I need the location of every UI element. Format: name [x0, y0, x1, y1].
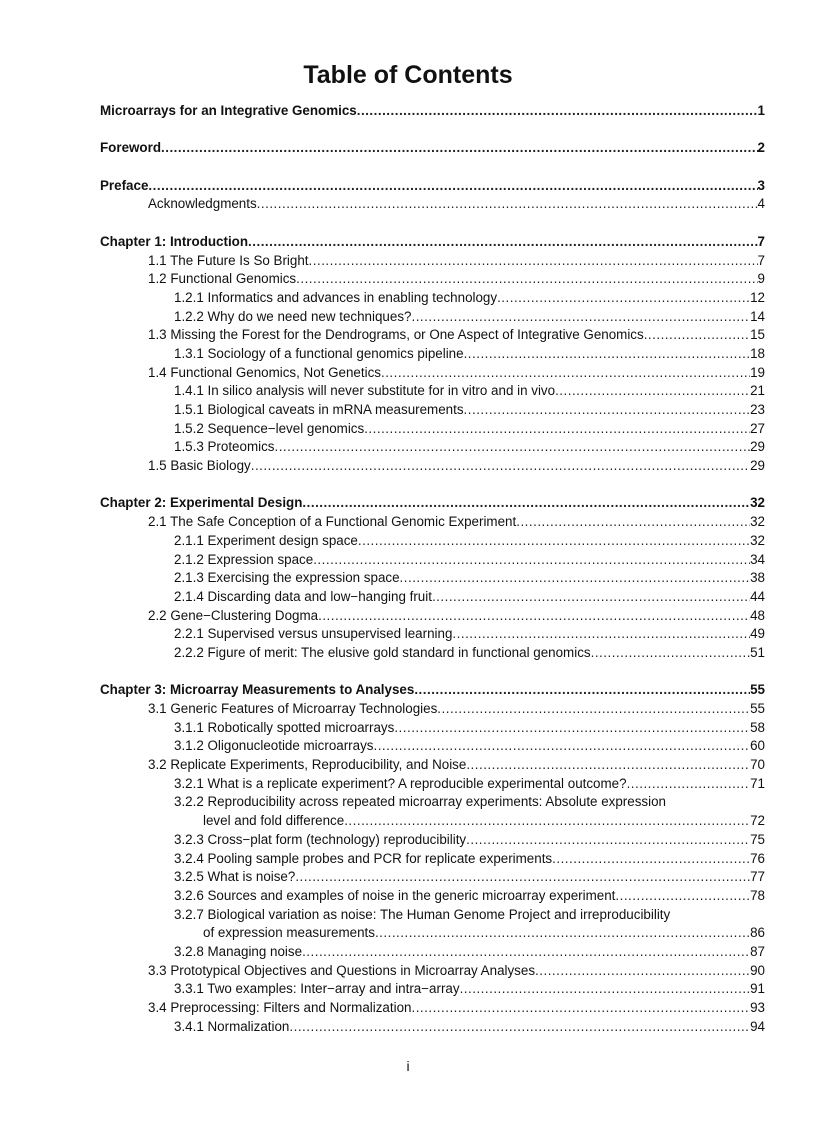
- toc-entry[interactable]: [100, 756, 765, 775]
- toc-entry-title: of expression measurements: [203, 925, 375, 941]
- toc-entry-page: 9: [757, 271, 765, 287]
- toc-entry[interactable]: [100, 681, 765, 700]
- toc-entry-title: 1.3 Missing the Forest for the Dendrograms, or One Aspect of Integrative Genomics: [148, 327, 644, 343]
- toc-entry-title: 3.2.1 What is a replicate experiment? A reproducible experimental outcome?: [174, 775, 627, 791]
- toc-entry-title: 3.1.2 Oligonucleotide microarrays: [174, 738, 374, 754]
- toc-entry[interactable]: [100, 588, 765, 607]
- toc-entry[interactable]: [100, 177, 765, 196]
- toc-entry[interactable]: [100, 625, 765, 644]
- toc-entry-page: 49: [750, 626, 765, 642]
- toc-entry-title-line: 3.2.7 Biological variation as noise: The Human Genome Project and irreproducibility: [174, 906, 671, 922]
- toc-entry-title: Microarrays for an Integrative Genomics: [100, 103, 357, 118]
- toc-entry-page: 27: [750, 420, 765, 436]
- toc-entry-page: 90: [750, 962, 765, 978]
- toc-entry[interactable]: [100, 831, 765, 850]
- toc-entry-page: 14: [750, 308, 765, 324]
- toc-entry-title: 1.3.1 Sociology of a functional genomics pipeline: [174, 345, 464, 361]
- toc-entry[interactable]: [100, 962, 765, 981]
- toc-entry-title: 1.5.3 Proteomics: [174, 439, 275, 455]
- toc-entry-page: 86: [750, 925, 765, 941]
- toc-entry[interactable]: [100, 980, 765, 999]
- toc-entry-page: 76: [750, 850, 765, 866]
- toc-entry-page: 4: [757, 196, 765, 212]
- toc-entry-page: 7: [757, 252, 765, 268]
- page-title: Table of Contents: [303, 61, 513, 89]
- toc-entry-title: 2.1.3 Exercising the expression space: [174, 570, 400, 586]
- toc-entry-page: 77: [750, 869, 765, 885]
- toc-entry-title: Chapter 3: Microarray Measurements to Analyses: [100, 682, 415, 698]
- toc-entry[interactable]: [100, 102, 765, 121]
- toc-entry-page: 75: [750, 831, 765, 847]
- toc-entry-title: 3.4.1 Normalization: [174, 1018, 290, 1034]
- toc-entry-page: 55: [750, 682, 765, 698]
- toc-entry-page: 60: [750, 738, 765, 754]
- toc-entry-page: 71: [750, 775, 765, 791]
- toc-entry[interactable]: [100, 775, 765, 794]
- toc-entry[interactable]: [100, 289, 765, 308]
- toc-entry-page: 32: [750, 532, 765, 548]
- toc-entry[interactable]: [100, 943, 765, 962]
- toc-entry-page: 93: [750, 1000, 765, 1015]
- toc-entry-page: 58: [750, 719, 765, 735]
- toc-entry[interactable]: [100, 532, 765, 551]
- toc-entry-page: 29: [750, 458, 765, 474]
- toc-entry[interactable]: [100, 252, 765, 271]
- toc-entry-title: 2.1.1 Experiment design space: [174, 532, 358, 548]
- toc-entry-page: 94: [750, 1018, 765, 1034]
- toc-entry[interactable]: [100, 719, 765, 738]
- toc-entry[interactable]: [100, 868, 765, 887]
- toc-entry-page: 38: [750, 570, 765, 586]
- toc-entry[interactable]: [100, 401, 765, 420]
- toc-entry[interactable]: [100, 139, 765, 158]
- toc-entry-title: Acknowledgments: [148, 196, 257, 212]
- toc-entry[interactable]: [100, 887, 765, 906]
- toc-entry[interactable]: [100, 233, 765, 252]
- toc-entry[interactable]: [100, 494, 765, 513]
- toc-entry-page: 18: [750, 345, 765, 361]
- toc-entry[interactable]: [100, 345, 765, 364]
- toc-entry-page: 48: [750, 607, 765, 623]
- toc-entry-page: 44: [750, 588, 765, 604]
- toc-entry-title: 1.2.2 Why do we need new techniques?: [174, 308, 412, 324]
- toc-entry-page: 91: [750, 981, 765, 997]
- toc-entry-title: 1.5.2 Sequence−level genomics: [174, 420, 365, 436]
- toc-entry[interactable]: [100, 999, 765, 1018]
- toc-entry-title: 2.2.1 Supervised versus unsupervised learning: [174, 626, 453, 642]
- toc-entry-title: 3.3 Prototypical Objectives and Questions in Microarray Analyses: [148, 962, 536, 978]
- toc-entry-page: 34: [750, 551, 765, 567]
- toc-entry-title: 3.1.1 Robotically spotted microarrays: [174, 719, 395, 735]
- toc-entry[interactable]: [100, 438, 765, 457]
- toc-entry-title: level and fold difference: [203, 813, 345, 829]
- toc-entry[interactable]: [100, 812, 765, 831]
- toc-entry[interactable]: [100, 420, 765, 439]
- toc-entry-page: 3: [757, 177, 765, 193]
- toc-entry-title-line: 3.2.2 Reproducibility across repeated microarray experiments: Absolute expression: [174, 794, 666, 810]
- toc-entry-title: 2.2.2 Figure of merit: The elusive gold standard in functional genomics: [174, 644, 591, 660]
- toc-entry-page: 2: [757, 140, 765, 156]
- toc-entry-title: 2.2 Gene−Clustering Dogma: [148, 607, 319, 623]
- toc-entry-title: 1.1 The Future Is So Bright: [148, 252, 309, 268]
- table-of-contents: [100, 102, 765, 1036]
- toc-entry[interactable]: [100, 551, 765, 570]
- toc-entry[interactable]: [100, 1018, 765, 1037]
- toc-entry-page: 32: [750, 514, 765, 530]
- toc-entry-title: 3.2.6 Sources and examples of noise in the generic microarray experiment: [174, 887, 616, 903]
- toc-entry[interactable]: [100, 850, 765, 869]
- toc-entry-page: 1: [757, 103, 765, 118]
- toc-entry-title: 3.2.5 What is noise?: [174, 869, 296, 885]
- toc-entry-page: 29: [750, 439, 765, 455]
- toc-entry-page: 51: [750, 644, 765, 660]
- toc-entry[interactable]: [100, 700, 765, 719]
- toc-entry-title: 1.2.1 Informatics and advances in enabling technology: [174, 289, 498, 305]
- toc-entry-title: 2.1 The Safe Conception of a Functional Genomic Experiment: [148, 514, 517, 530]
- toc-entry[interactable]: [100, 457, 765, 476]
- toc-entry-page: 55: [750, 701, 765, 716]
- toc-entry-page: 19: [750, 364, 765, 380]
- toc-entry-title: 1.5.1 Biological caveats in mRNA measurements: [174, 402, 464, 417]
- toc-entry-page: 7: [757, 233, 765, 249]
- toc-entry[interactable]: [100, 326, 765, 345]
- toc-entry-title: Foreword: [100, 140, 162, 156]
- toc-entry-title: 3.1 Generic Features of Microarray Technologies: [148, 701, 438, 716]
- toc-entry-title: 1.5 Basic Biology: [148, 458, 251, 474]
- toc-entry[interactable]: [100, 569, 765, 588]
- toc-entry[interactable]: [100, 364, 765, 383]
- toc-entry-title: 3.4 Preprocessing: Filters and Normalization: [148, 1000, 412, 1015]
- toc-entry[interactable]: [100, 924, 765, 943]
- toc-entry[interactable]: [100, 195, 765, 214]
- toc-entry-title: 3.3.1 Two examples: Inter−array and intra−array: [174, 981, 460, 997]
- toc-entry[interactable]: [100, 270, 765, 289]
- toc-entry-page: 72: [750, 813, 765, 829]
- toc-entry-title: Chapter 1: Introduction: [100, 233, 249, 249]
- toc-entry-title: 3.2.4 Pooling sample probes and PCR for replicate experiments: [174, 850, 553, 866]
- toc-entry-page: 12: [750, 289, 765, 305]
- page-number: i: [406, 1058, 410, 1074]
- toc-entry[interactable]: [100, 644, 765, 663]
- toc-entry[interactable]: [100, 737, 765, 756]
- toc-entry-page: 70: [750, 757, 765, 773]
- toc-entry-title: 1.2 Functional Genomics: [148, 271, 297, 287]
- toc-entry-title: 3.2.8 Managing noise: [174, 943, 303, 959]
- toc-entry-page: 15: [750, 327, 765, 343]
- toc-entry[interactable]: [100, 607, 765, 626]
- toc-entry-title: 2.1.2 Expression space: [174, 551, 314, 567]
- toc-entry-title: Preface: [100, 177, 149, 193]
- toc-entry-page: 21: [750, 383, 765, 399]
- toc-entry-title: 3.2.3 Cross−plat form (technology) reproducibility: [174, 831, 467, 847]
- toc-entry-title: 1.4.1 In silico analysis will never substitute for in vitro and in vivo: [174, 383, 556, 399]
- toc-entry[interactable]: [100, 308, 765, 327]
- toc-entry-page: 78: [750, 887, 765, 903]
- toc-entry-title: 1.4 Functional Genomics, Not Genetics: [148, 364, 381, 380]
- toc-entry-title: Chapter 2: Experimental Design: [100, 495, 303, 511]
- toc-entry-page: 23: [750, 402, 765, 417]
- toc-entry-page: 87: [750, 943, 765, 959]
- toc-entry[interactable]: [100, 382, 765, 401]
- toc-entry-title: 2.1.4 Discarding data and low−hanging fruit: [174, 588, 432, 604]
- toc-entry-title: 3.2 Replicate Experiments, Reproducibility, and Noise: [148, 757, 467, 773]
- toc-entry[interactable]: [100, 513, 765, 532]
- toc-entry-page: 32: [750, 495, 765, 511]
